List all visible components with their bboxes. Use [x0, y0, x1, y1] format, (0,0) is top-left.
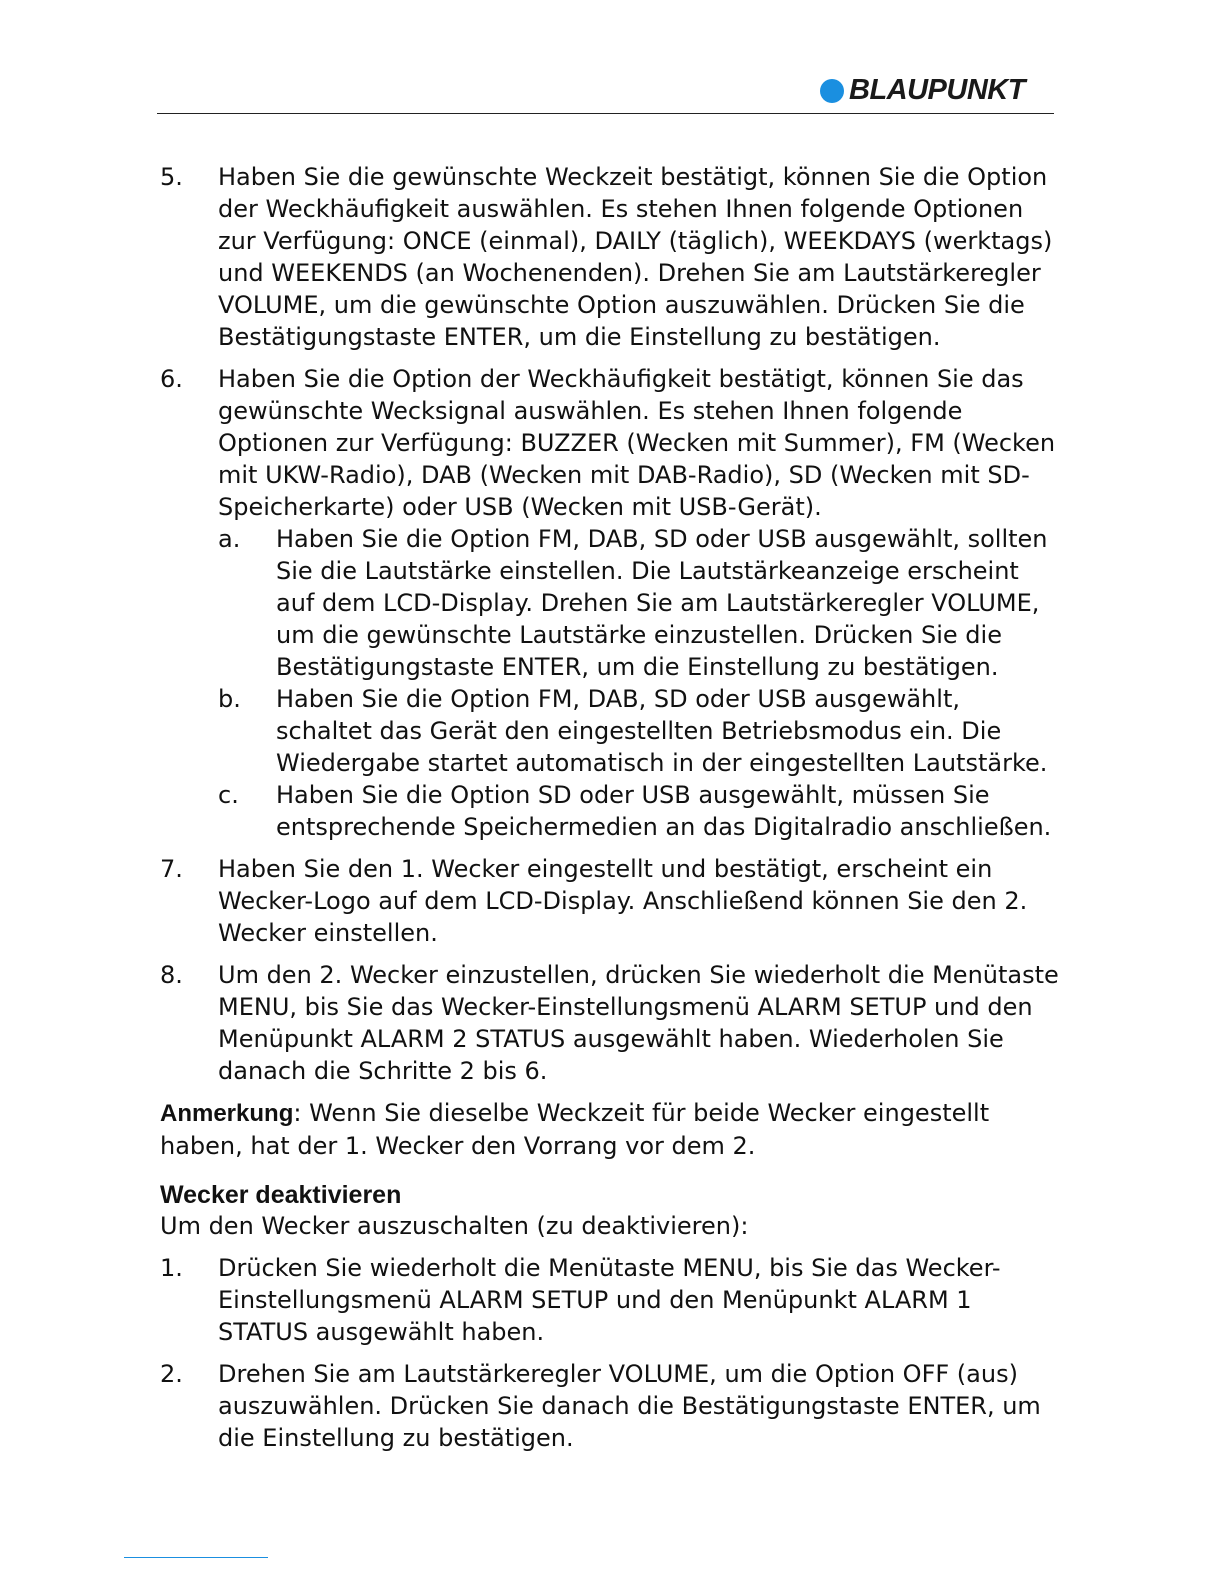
step-number: 6.	[160, 365, 183, 393]
step-text: Drücken Sie wiederholt die Menütaste MENU, bis Sie das Wecker-Einstellungsmenü ALARM SETUP und den Menüpunkt ALARM 1 STATUS ausgewählt haben.	[218, 1254, 1001, 1346]
note-paragraph	[160, 1097, 1060, 1162]
note-label: Anmerkung	[160, 1100, 294, 1127]
footer-divider	[124, 1557, 268, 1558]
note-text: : Wenn Sie dieselbe Weckzeit für beide Wecker eingestellt haben, hat der 1. Wecker den Vorrang vor dem 2.	[160, 1099, 990, 1160]
brand-logo	[820, 74, 1025, 107]
logo-dot-icon	[820, 79, 844, 103]
section-heading: Wecker deaktivieren	[160, 1181, 402, 1209]
step-text: Drehen Sie am Lautstärkeregler VOLUME, um die Option OFF (aus) auszuwählen. Drücken Sie danach die Bestätigungstaste ENTER, um die Einstellung zu bestätigen.	[218, 1360, 1041, 1452]
substep-letter: c.	[218, 781, 239, 809]
step-5	[160, 161, 1060, 353]
header-divider	[157, 113, 1054, 114]
substep-letter: b.	[218, 685, 241, 713]
substep-a	[218, 523, 1060, 683]
step-8	[160, 959, 1060, 1087]
substep-text: Haben Sie die Option FM, DAB, SD oder USB ausgewählt, sollten Sie die Lautstärke einstellen. Die Lautstärkeanzeige erscheint auf dem LCD-Display. Drehen Sie am Lautstärkeregler VOLUME, um die gewünschte Lautstärke einzustellen. Drücken Sie die Bestätigungstaste ENTER, um die Einstellung zu bestätigen.	[276, 525, 1048, 681]
step-number: 1.	[160, 1254, 183, 1282]
substep-c	[218, 779, 1060, 843]
step-number: 8.	[160, 961, 183, 989]
step-number: 5.	[160, 163, 183, 191]
section-intro: Um den Wecker auszuschalten (zu deaktivieren):	[160, 1212, 749, 1240]
page-content	[160, 161, 1060, 1464]
step-text: Haben Sie die Option der Weckhäufigkeit bestätigt, können Sie das gewünschte Wecksignal auswählen. Es stehen Ihnen folgende Optionen zur Verfügung: BUZZER (Wecken mit Summer), FM (Wecken mit UKW-Radio), DAB (Wecken mit DAB-Radio), SD (Wecken mit SD-Speicherkarte) oder USB (Wecken mit USB-Gerät).	[218, 365, 1056, 521]
logo-text: BLAUPUNKT	[849, 74, 1025, 106]
substep-text: Haben Sie die Option SD oder USB ausgewählt, müssen Sie entsprechende Speichermedien an das Digitalradio anschließen.	[276, 781, 1052, 841]
step-6	[160, 363, 1060, 843]
step-body	[218, 363, 1060, 843]
step-7	[160, 853, 1060, 949]
deactivate-step-1	[160, 1252, 1060, 1348]
substep-text: Haben Sie die Option FM, DAB, SD oder USB ausgewählt, schaltet das Gerät den eingestellten Betriebsmodus ein. Die Wiedergabe startet automatisch in der eingestellten Lautstärke.	[276, 685, 1048, 777]
substep-b	[218, 683, 1060, 779]
step-text: Haben Sie die gewünschte Weckzeit bestätigt, können Sie die Option der Weckhäufigkeit auswählen. Es stehen Ihnen folgende Optionen zur Verfügung: ONCE (einmal), DAILY (täglich), WEEKDAYS (werktags) und WEEKENDS (an Wochenenden). Drehen Sie am Lautstärkeregler VOLUME, um die gewünschte Option auszuwählen. Drücken Sie die Bestätigungstaste ENTER, um die Einstellung zu bestätigen.	[218, 163, 1053, 351]
deactivate-step-2	[160, 1358, 1060, 1454]
step-text: Haben Sie den 1. Wecker eingestellt und bestätigt, erscheint ein Wecker-Logo auf dem LCD-Display. Anschließend können Sie den 2. Wecker einstellen.	[218, 855, 1028, 947]
step-text: Um den 2. Wecker einzustellen, drücken Sie wiederholt die Menütaste MENU, bis Sie das Wecker-Einstellungsmenü ALARM SETUP und den Menüpunkt ALARM 2 STATUS ausgewählt haben. Wiederholen Sie danach die Schritte 2 bis 6.	[218, 961, 1059, 1085]
substep-letter: a.	[218, 525, 241, 553]
step-number: 7.	[160, 855, 183, 883]
step-number: 2.	[160, 1360, 183, 1388]
